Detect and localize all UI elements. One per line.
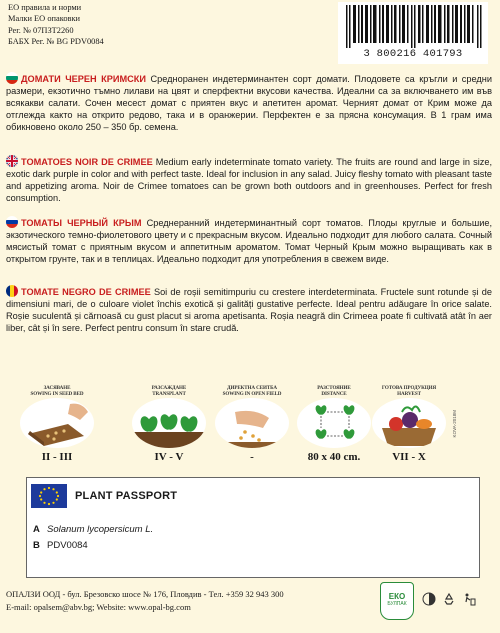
- vegetable-basket-icon: [372, 398, 446, 448]
- seedlings-icon: [132, 398, 206, 448]
- title-ro: TOMATE NEGRO DE CRIMEE: [21, 287, 151, 297]
- growing-calendar: [0, 385, 500, 475]
- sowing-hand-icon: [215, 398, 289, 448]
- title-ru: ТОМАТЫ ЧЕРНЫЙ КРЫМ: [21, 218, 142, 228]
- description-bg: [6, 72, 492, 133]
- green-dot-icon: [422, 592, 436, 606]
- bulgaria-flag-icon: [6, 72, 18, 84]
- row-value: PDV0084: [47, 540, 88, 551]
- eko-bulpak-logo: ЕКО БУЛПАК: [380, 582, 414, 620]
- step-value: II - III: [41, 451, 73, 463]
- russia-flag-icon: [6, 216, 18, 228]
- text-ro: Soi de roșii semitimpuriu cu crestere interdeterminata. Fructele sunt rotunde și de dimensiuni mari, de o culoare violet închis exotică și galități gustative perfecte. Ideal pentru adăugare în orice salate. Roșie suculentă și cărnoasă cu gust placut si aroma apetisanta. Roșia neagră din Crimeea poate fi cultivată atât în aer liber, cât și în sere. Perfect pentru consum în stare crudă.: [6, 287, 492, 333]
- step-direct-sowing: ДИРЕКТНА СЕИТБА SOWING IN OPEN FIELD -: [213, 385, 291, 463]
- step-value: -: [250, 451, 254, 463]
- row-label: B: [33, 540, 40, 551]
- info-line: Рег. № 07ПЗТ2260: [8, 25, 74, 35]
- step-transplant: РАЗСАЖДАНЕ TRANSPLANT IV - V: [130, 385, 208, 463]
- step-value: IV - V: [154, 451, 184, 463]
- passport-row-b: [33, 540, 88, 551]
- info-line: ЕО правила и норми: [8, 3, 82, 12]
- eu-flag-icon: [31, 484, 67, 508]
- company-footer: [6, 588, 284, 613]
- recycle-icon: [442, 592, 456, 606]
- description-en: [6, 155, 492, 204]
- romania-flag-icon: [6, 285, 18, 297]
- step-value: VII - X: [392, 451, 426, 463]
- company-contact: E-mail: opalsem@abv.bg; Website: www.opal-bg.com: [6, 601, 191, 612]
- barcode-bars: [346, 5, 482, 48]
- step-distance: РАЗСТОЯНИЕ DISTANCE 80 х 40 cm.: [295, 385, 373, 463]
- passport-title: PLANT PASSPORT: [75, 490, 178, 502]
- company-address: ОПАЛЗИ ООД - бул. Брезовско шосе № 176, Пловдив - Тел. +359 32 943 300: [6, 589, 284, 599]
- title-bg: ДОМАТИ ЧЕРЕН КРИМСКИ: [21, 74, 147, 84]
- plant-distance-icon: [297, 398, 371, 448]
- info-line: БАБХ Рег. № BG PDV0084: [8, 37, 104, 47]
- text-ru: Среднеранний индетерминантный сорт томатов. Плоды круглые и большие, экзотического темно-фиолетового цвету и с прекрасным вкусом. Идеально подходит для любого салата. Сочный мясистый томат с приятным вкусом и аппетитным ароматом. Томат Черный Крым можно выращивать как в открытом грунте, так и в теплицах. Идеально подходит для употребления в свежем виде.: [6, 218, 492, 264]
- tidyman-icon: [462, 592, 476, 606]
- step-sowing-seed-bed: ЗАСЯВАНЕ SOWING IN SEED BED II - III: [18, 385, 96, 463]
- barcode: [338, 2, 488, 64]
- step-harvest: ГОТОВА ПРОДУКЦИЯ HARVEST VII - X: [370, 385, 448, 463]
- step-value: 80 х 40 cm.: [307, 451, 361, 463]
- row-label: A: [33, 524, 40, 535]
- vertical-code: KOVA-2018M: [452, 410, 457, 438]
- info-line: Малки ЕО опаковки: [8, 14, 81, 24]
- passport-row-a: [33, 524, 153, 535]
- description-ro: [6, 285, 492, 334]
- description-ru: [6, 216, 492, 265]
- registration-info: [8, 2, 104, 48]
- row-value: Solanum lycopersicum L.: [47, 524, 154, 535]
- text-bg: Средноранен индетерминантен сорт домати. Плодовете са кръгли и средни размери, екзотично тъмно лилави на цвят и сперфектни вкусови качества. Идеални са за включването им във всякакви салати. Сочен месест домат с приятен вкус и апетитен аромат. Черният домат от Крим може да отглежда както на открито редово, така и в оранжерии. Перфектен е за прясна консумация. В 1 грам има обикновено около 250 – 350 бр. семена.: [6, 74, 492, 132]
- seed-tray-icon: [20, 398, 94, 448]
- title-en: TOMATOES NOIR DE CRIMEE: [21, 157, 153, 167]
- uk-flag-icon: [6, 155, 18, 167]
- text-en: Medium early indeterminate tomato variety. The fruits are round and large in size, exotic dark purple in color and with perfect taste. Ideal for inclusion in any salad. Juicy fleshy tomato with pleasant taste and appetizing aroma. Noir de Crimee tomatoes can be grown both outdoors and in greenhouses. Perfect for fresh consumption.: [6, 157, 492, 203]
- barcode-digits: 3 800216 401793: [363, 48, 463, 60]
- plant-passport: [26, 477, 480, 578]
